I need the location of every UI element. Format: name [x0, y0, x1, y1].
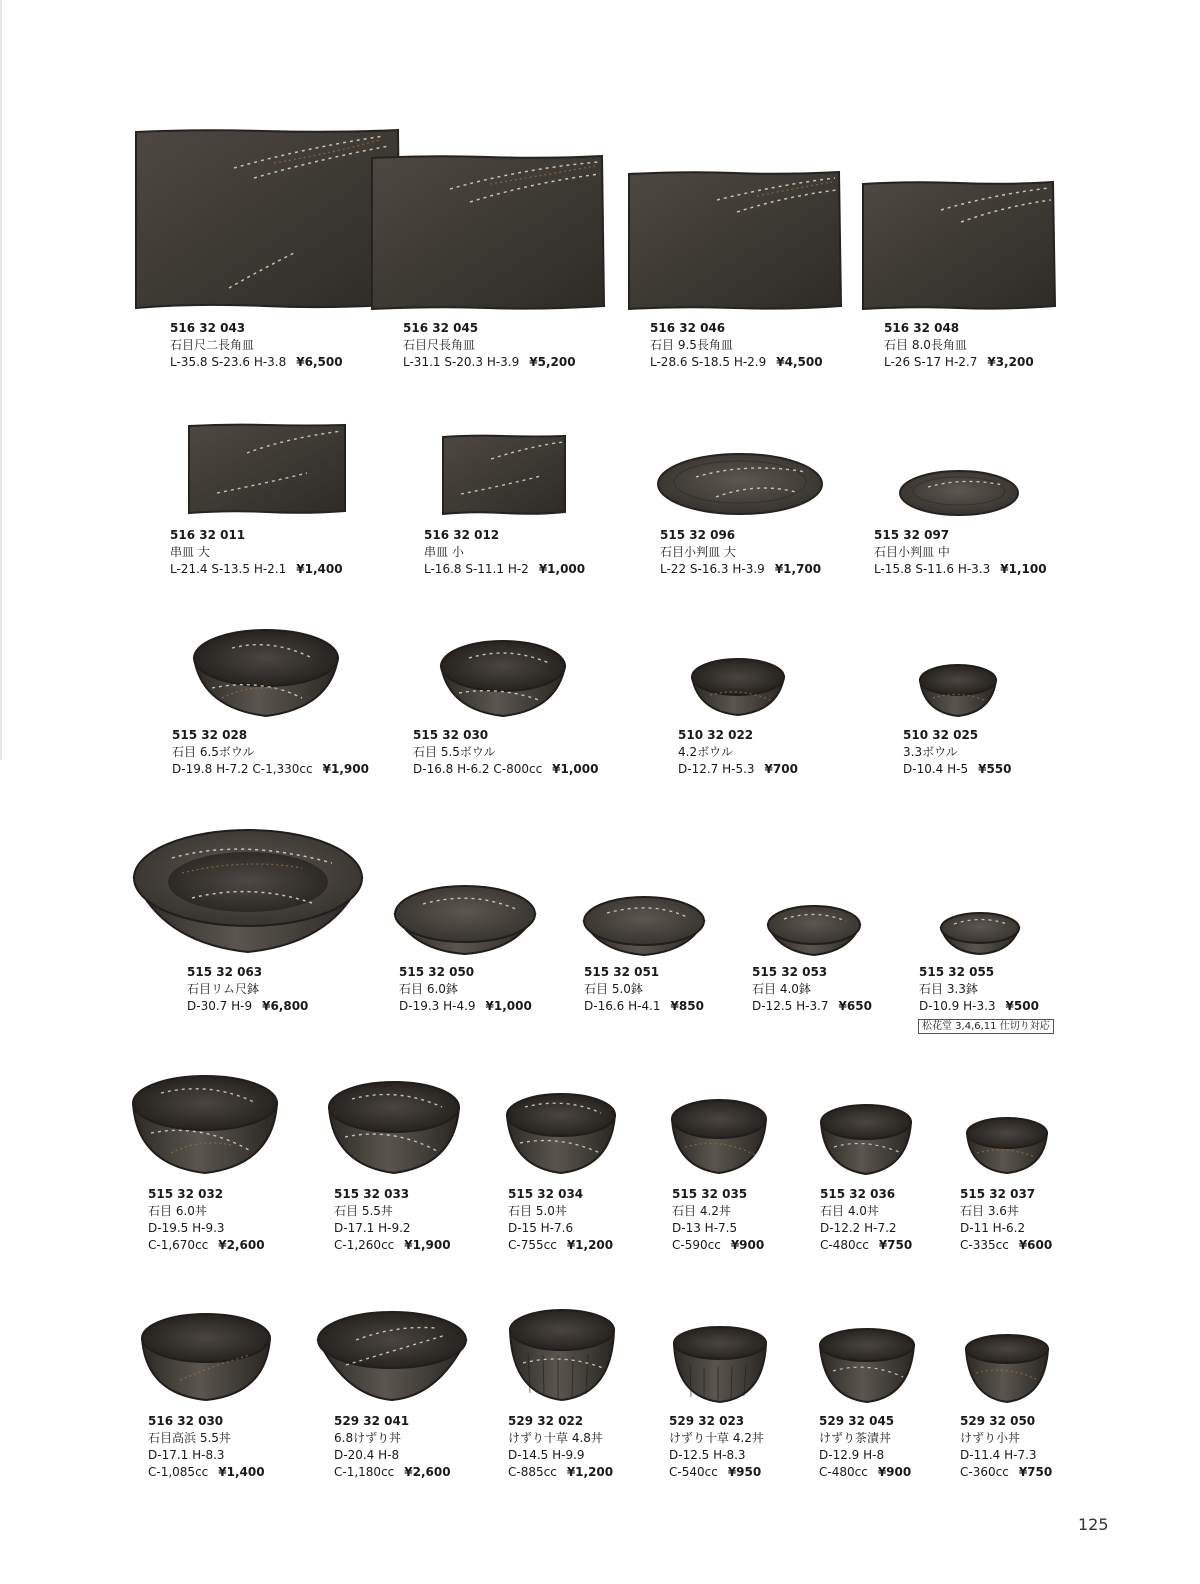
product-caption: [678, 727, 798, 778]
product-price: ¥1,700: [774, 562, 822, 576]
product-name: 3.3ボウル: [903, 745, 958, 759]
product-dims: D-17.1 H-9.2: [334, 1221, 411, 1235]
product-capacity: C-1,085cc: [148, 1465, 209, 1479]
product-dims: D-19.3 H-4.9: [399, 999, 476, 1013]
product-dims: D-30.7 H-9: [187, 999, 253, 1013]
product-price: ¥750: [878, 1238, 913, 1252]
product-price: ¥5,200: [529, 355, 576, 369]
product-price: ¥950: [727, 1465, 762, 1479]
product-photo-bowl: [505, 1091, 617, 1177]
product-capacity: C-540cc: [669, 1465, 718, 1479]
product-code: 515 32 028: [172, 728, 248, 742]
product-capacity: C-1,180cc: [334, 1465, 395, 1479]
product-name: 4.2ボウル: [678, 745, 733, 759]
product-code: 515 32 035: [672, 1187, 748, 1201]
product-caption: [669, 1413, 764, 1481]
product-caption: [960, 1186, 1052, 1254]
product-photo-bowl: [439, 638, 567, 718]
product-caption: [919, 964, 1039, 1015]
product-price: ¥3,200: [987, 355, 1034, 369]
product-code: 529 32 041: [334, 1414, 410, 1428]
product-name: 石目 3.6丼: [960, 1204, 1019, 1218]
product-price: ¥900: [877, 1465, 912, 1479]
product-name: 串皿 大: [170, 545, 210, 559]
product-dims: D-12.9 H-8: [819, 1448, 885, 1462]
product-code: 515 32 050: [399, 965, 475, 979]
product-code: 515 32 096: [660, 528, 736, 542]
product-photo-dish: [582, 893, 706, 957]
product-code: 529 32 023: [669, 1414, 745, 1428]
product-caption: [148, 1413, 265, 1481]
product-photo-bowl: [327, 1079, 461, 1177]
product-dims: D-19.8 H-7.2 C-1,330cc: [172, 762, 313, 776]
product-name: 石目小判皿 大: [660, 545, 736, 559]
product-code: 510 32 022: [678, 728, 754, 742]
partition-note: 松花堂 3,4,6,11 仕切り対応: [918, 1019, 1054, 1034]
product-price: ¥1,400: [218, 1465, 265, 1479]
product-photo-plate: [627, 170, 843, 312]
product-code: 510 32 025: [903, 728, 979, 742]
product-caption: [334, 1186, 451, 1254]
product-photo-bowl: [140, 1310, 272, 1404]
product-capacity: C-360cc: [960, 1465, 1009, 1479]
product-code: 516 32 045: [403, 321, 479, 335]
product-dims: D-16.6 H-4.1: [584, 999, 661, 1013]
product-caption: [874, 527, 1047, 578]
product-price: ¥550: [978, 762, 1012, 776]
product-code: 515 32 032: [148, 1187, 224, 1201]
product-photo-bowl: [508, 1308, 616, 1404]
product-caption: [650, 320, 823, 371]
product-caption: [170, 527, 343, 578]
product-name: 石目 4.0丼: [820, 1204, 879, 1218]
product-photo-plate: [861, 180, 1057, 312]
product-caption: [884, 320, 1034, 371]
product-dims: L-26 S-17 H-2.7: [884, 355, 978, 369]
product-capacity: C-755cc: [508, 1238, 557, 1252]
product-dims: L-16.8 S-11.1 H-2: [424, 562, 529, 576]
product-price: ¥1,900: [322, 762, 369, 776]
product-name: 石目尺二長角皿: [170, 338, 255, 352]
product-dims: D-16.8 H-6.2 C-800cc: [413, 762, 543, 776]
product-photo-bowl: [918, 660, 998, 718]
product-photo-bowl: [690, 655, 786, 717]
product-price: ¥4,500: [776, 355, 823, 369]
product-caption: [413, 727, 598, 778]
product-caption: [820, 1186, 912, 1254]
product-photo-dish: [898, 469, 1020, 519]
product-code: 515 32 034: [508, 1187, 584, 1201]
product-code: 516 32 048: [884, 321, 960, 335]
product-name: けずり小丼: [960, 1431, 1021, 1445]
product-dims: D-10.9 H-3.3: [919, 999, 996, 1013]
product-caption: [660, 527, 821, 578]
product-dims: D-17.1 H-8.3: [148, 1448, 225, 1462]
product-capacity: C-885cc: [508, 1465, 557, 1479]
product-price: ¥1,100: [1000, 562, 1047, 576]
product-price: ¥650: [838, 999, 872, 1013]
product-name: 石目尺長角皿: [403, 338, 476, 352]
product-dims: D-15 H-7.6: [508, 1221, 574, 1235]
product-name: 石目 6.0鉢: [399, 982, 458, 996]
product-name: 石目 4.0鉢: [752, 982, 811, 996]
product-dims: L-21.4 S-13.5 H-2.1: [170, 562, 287, 576]
product-photo-bowl: [192, 628, 340, 718]
product-code: 515 32 036: [820, 1187, 896, 1201]
product-name: 石目 5.0鉢: [584, 982, 643, 996]
product-price: ¥1,000: [485, 999, 532, 1013]
product-dims: D-12.7 H-5.3: [678, 762, 755, 776]
product-price: ¥1,000: [552, 762, 599, 776]
product-name: 石目 4.2丼: [672, 1204, 731, 1218]
product-dims: L-15.8 S-11.6 H-3.3: [874, 562, 991, 576]
product-code: 515 32 055: [919, 965, 995, 979]
product-name: 石目 6.5ボウル: [172, 745, 255, 759]
product-photo-plate: [134, 128, 402, 312]
product-capacity: C-480cc: [819, 1465, 868, 1479]
product-photo-plate: [441, 434, 567, 516]
product-photo-bowl: [965, 1115, 1049, 1177]
product-price: ¥6,500: [296, 355, 343, 369]
product-capacity: C-590cc: [672, 1238, 721, 1252]
product-price: ¥850: [670, 999, 704, 1013]
product-price: ¥6,800: [262, 999, 309, 1013]
product-dims: D-14.5 H-9.9: [508, 1448, 585, 1462]
product-code: 515 32 033: [334, 1187, 410, 1201]
product-photo-dish: [939, 910, 1021, 956]
product-dims: D-11 H-6.2: [960, 1221, 1026, 1235]
product-dims: L-22 S-16.3 H-3.9: [660, 562, 765, 576]
product-caption: [403, 320, 576, 371]
product-price: ¥500: [1005, 999, 1039, 1013]
product-name: 6.8けずり丼: [334, 1431, 402, 1445]
product-price: ¥1,900: [404, 1238, 451, 1252]
product-price: ¥2,600: [218, 1238, 265, 1252]
product-dims: D-19.5 H-9.3: [148, 1221, 225, 1235]
product-name: 石目高浜 5.5丼: [148, 1431, 231, 1445]
product-price: ¥750: [1018, 1465, 1053, 1479]
product-photo-bowl: [670, 1097, 768, 1177]
product-caption: [172, 727, 369, 778]
product-dims: D-10.4 H-5: [903, 762, 969, 776]
product-name: 石目小判皿 中: [874, 545, 950, 559]
product-name: 串皿 小: [424, 545, 464, 559]
product-name: 石目 5.0丼: [508, 1204, 567, 1218]
product-photo-bowl: [819, 1102, 913, 1177]
product-name: 石目 8.0長角皿: [884, 338, 967, 352]
product-photo-dish: [656, 452, 824, 518]
product-photo-dish: [393, 882, 537, 956]
product-name: 石目リム尺鉢: [187, 982, 260, 996]
product-capacity: C-1,670cc: [148, 1238, 209, 1252]
product-capacity: C-480cc: [820, 1238, 869, 1252]
product-photo-bowl: [818, 1327, 916, 1405]
product-price: ¥700: [764, 762, 798, 776]
product-price: ¥900: [730, 1238, 765, 1252]
product-price: ¥1,000: [538, 562, 586, 576]
product-code: 515 32 030: [413, 728, 489, 742]
product-caption: [903, 727, 1012, 778]
product-code: 516 32 012: [424, 528, 500, 542]
product-code: 516 32 043: [170, 321, 246, 335]
product-capacity: C-335cc: [960, 1238, 1009, 1252]
product-caption: [170, 320, 343, 371]
product-code: 515 32 037: [960, 1187, 1036, 1201]
product-caption: [584, 964, 704, 1015]
product-price: ¥1,200: [566, 1465, 614, 1479]
product-caption: [819, 1413, 911, 1481]
product-caption: [672, 1186, 764, 1254]
product-code: 529 32 022: [508, 1414, 584, 1428]
product-price: ¥2,600: [404, 1465, 451, 1479]
product-code: 516 32 030: [148, 1414, 224, 1428]
product-name: けずり十草 4.2丼: [669, 1431, 764, 1445]
product-caption: [752, 964, 872, 1015]
product-code: 515 32 051: [584, 965, 660, 979]
product-name: 石目 3.3鉢: [919, 982, 978, 996]
product-photo-bowl: [316, 1310, 468, 1404]
product-name: 石目 5.5ボウル: [413, 745, 496, 759]
product-price: ¥1,200: [566, 1238, 614, 1252]
page-edge-rule: [0, 0, 2, 760]
product-code: 515 32 053: [752, 965, 828, 979]
product-caption: [424, 527, 585, 578]
page-number: 125: [1078, 1515, 1109, 1534]
product-code: 515 32 097: [874, 528, 950, 542]
product-photo-plate: [187, 423, 347, 515]
product-price: ¥600: [1018, 1238, 1053, 1252]
product-code: 515 32 063: [187, 965, 263, 979]
product-code: 516 32 011: [170, 528, 246, 542]
product-price: ¥1,400: [296, 562, 343, 576]
product-dims: D-12.5 H-3.7: [752, 999, 829, 1013]
product-dims: L-35.8 S-23.6 H-3.8: [170, 355, 287, 369]
product-code: 529 32 050: [960, 1414, 1036, 1428]
product-name: けずり茶漬丼: [819, 1431, 892, 1445]
product-dims: L-28.6 S-18.5 H-2.9: [650, 355, 767, 369]
product-dims: D-20.4 H-8: [334, 1448, 400, 1462]
product-code: 516 32 046: [650, 321, 726, 335]
product-capacity: C-1,260cc: [334, 1238, 395, 1252]
product-photo-bowl: [672, 1325, 768, 1405]
product-caption: [508, 1413, 613, 1481]
product-dims: D-11.4 H-7.3: [960, 1448, 1037, 1462]
product-dims: D-12.5 H-8.3: [669, 1448, 746, 1462]
product-photo-bowl: [132, 828, 364, 956]
product-dims: D-12.2 H-7.2: [820, 1221, 897, 1235]
product-caption: [508, 1186, 613, 1254]
product-caption: [187, 964, 308, 1015]
product-dims: D-13 H-7.5: [672, 1221, 738, 1235]
product-name: 石目 6.0丼: [148, 1204, 207, 1218]
product-name: 石目 5.5丼: [334, 1204, 393, 1218]
product-caption: [399, 964, 532, 1015]
product-code: 529 32 045: [819, 1414, 895, 1428]
product-name: 石目 9.5長角皿: [650, 338, 733, 352]
product-dims: L-31.1 S-20.3 H-3.9: [403, 355, 520, 369]
product-caption: [148, 1186, 265, 1254]
product-photo-dish: [766, 903, 862, 957]
product-name: けずり十草 4.8丼: [508, 1431, 603, 1445]
product-photo-bowl: [964, 1333, 1050, 1405]
product-photo-bowl: [131, 1073, 279, 1177]
product-caption: [960, 1413, 1052, 1481]
product-caption: [334, 1413, 451, 1481]
product-photo-plate: [370, 154, 606, 312]
